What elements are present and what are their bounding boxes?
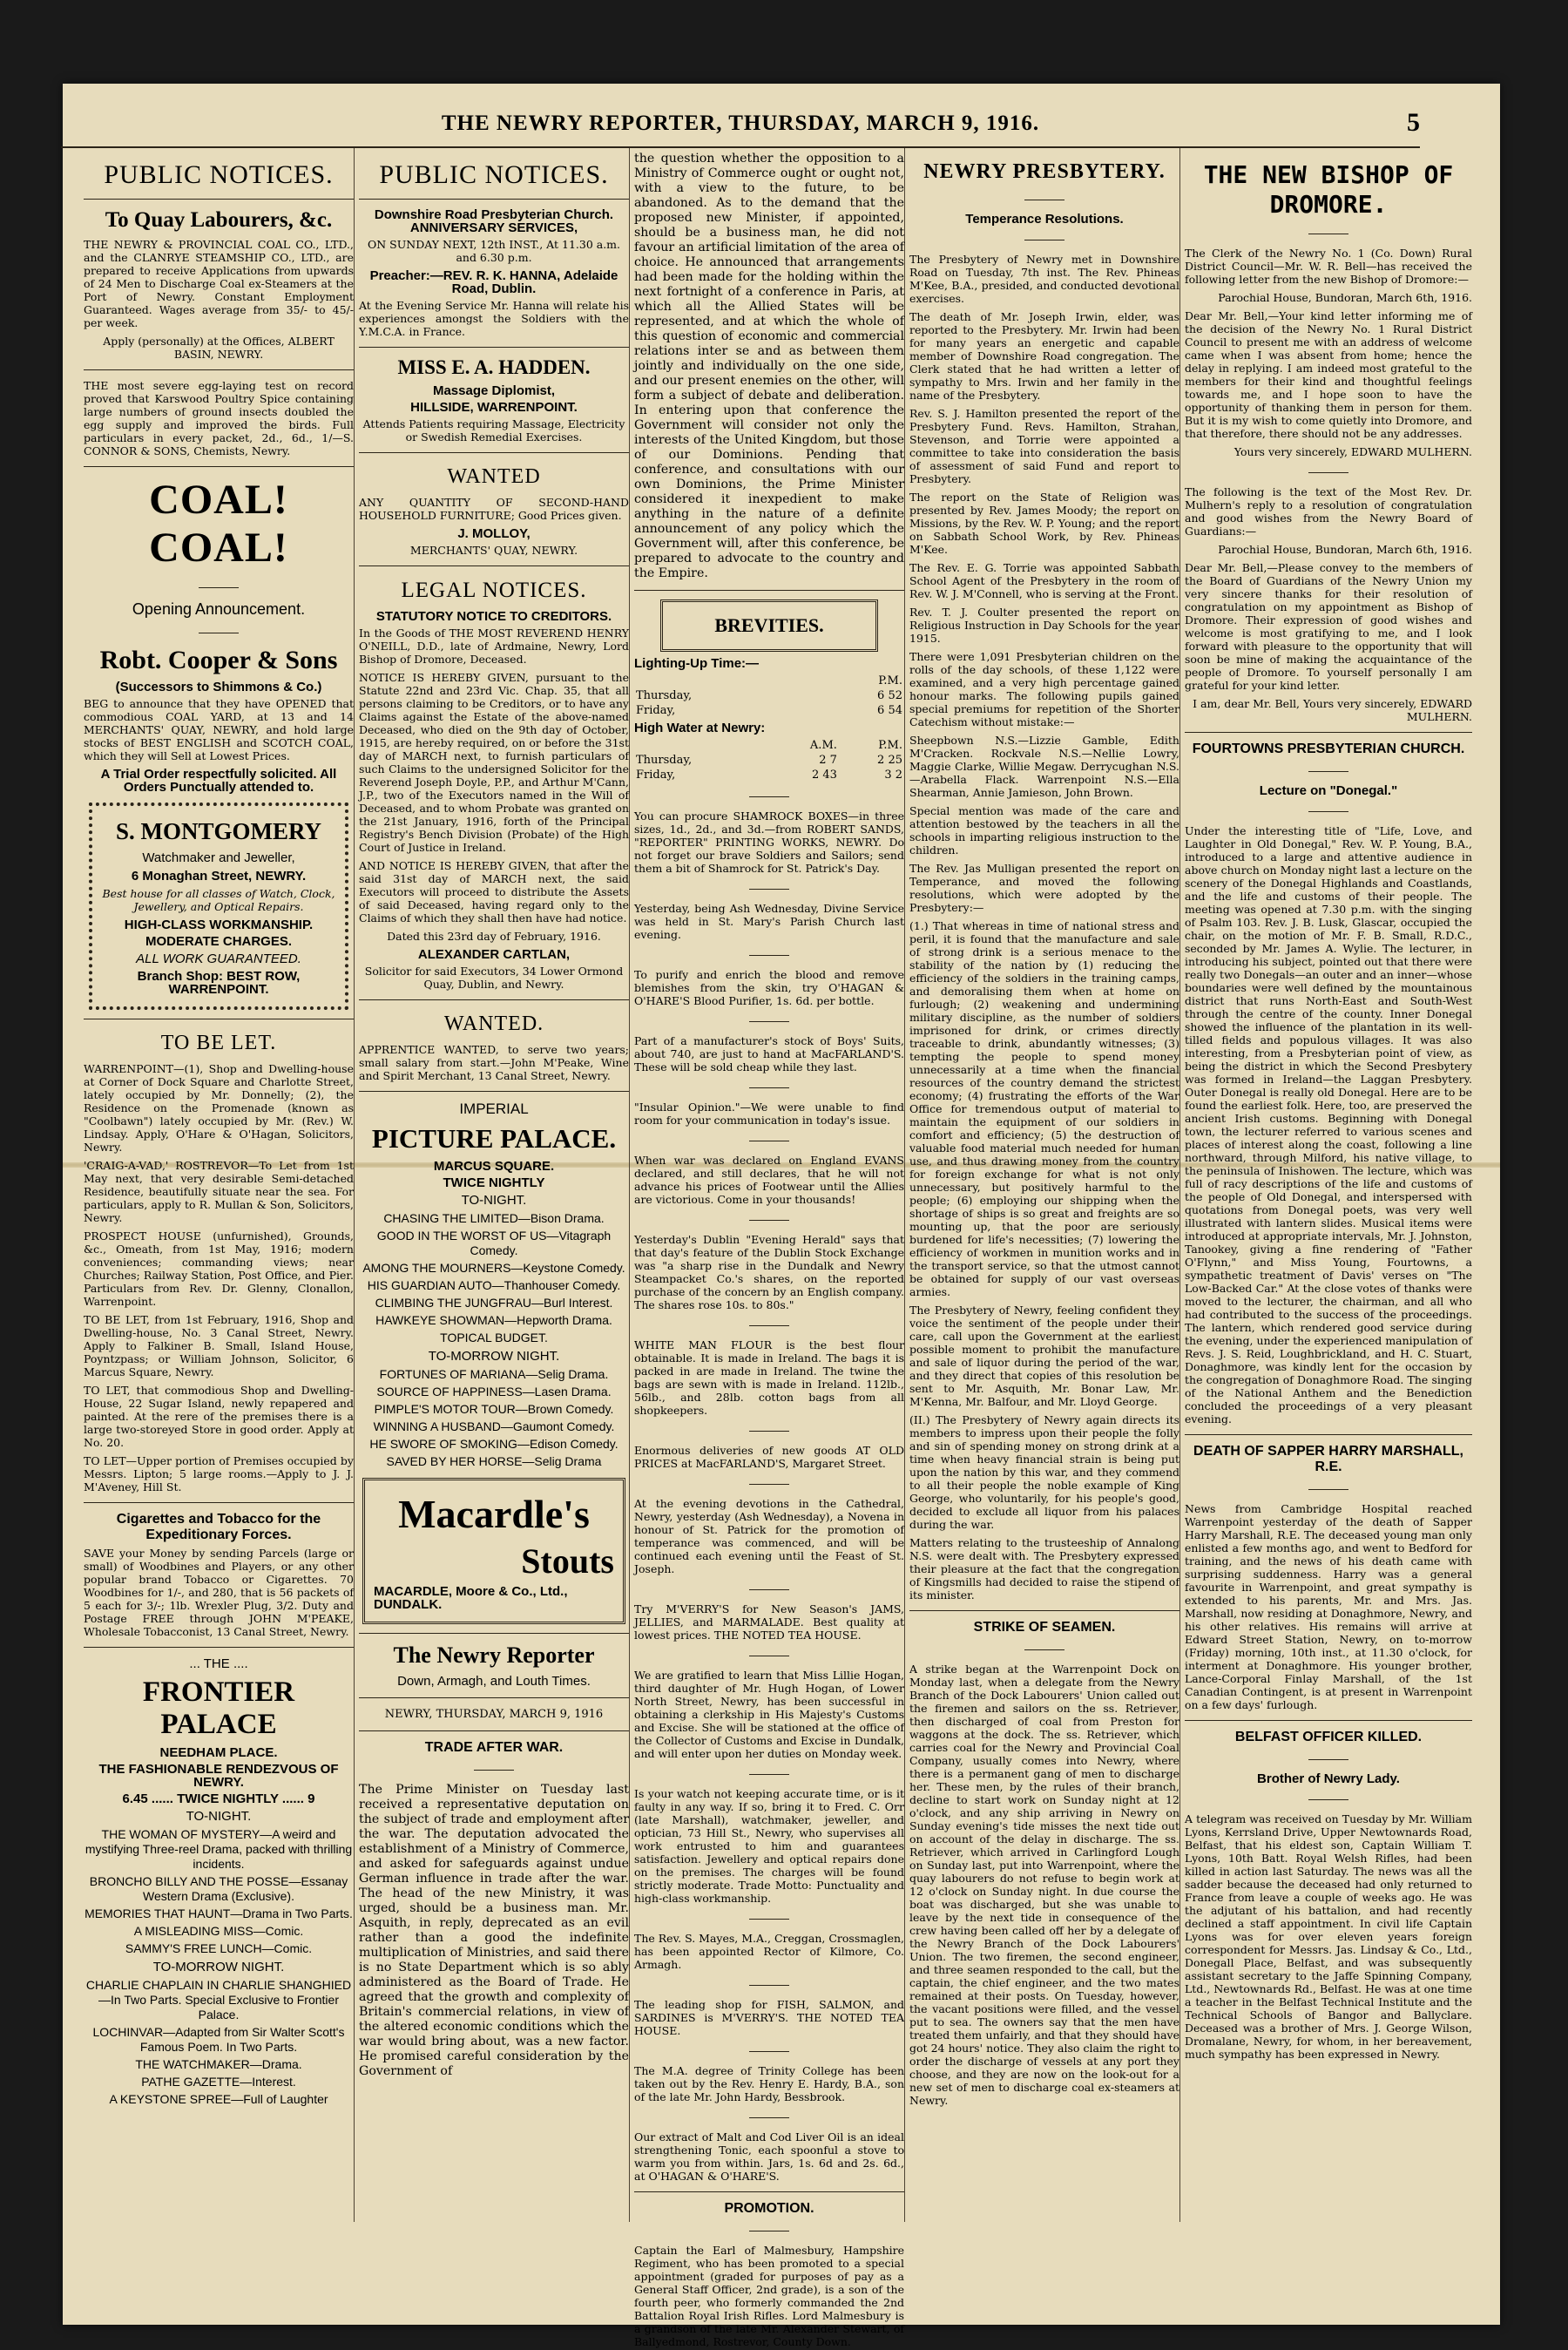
brevity-item: Part of a manufacturer's stock of Boys' Suits, about 740, are just to hand at MacFARLAND'S. These will be sold cheap while they last.	[634, 1034, 904, 1073]
brevity-item: WHITE MAN FLOUR is the best flour obtainable. It is made in Ireland. The bags it is packed in are made in Ireland. The twine the bags are sewn with is made in Ireland. 112lb., 56lb., and 28lb. cotton bags from all shopkeepers.	[634, 1338, 904, 1417]
article-heading: TRADE AFTER WAR.	[424, 1740, 564, 1755]
tide-table	[634, 738, 904, 782]
article-body: Rev. T. J. Coulter presented the report on Religious Instruction in Day Schools for the year 1915.	[909, 606, 1179, 645]
ad-heading: Stouts	[521, 1541, 614, 1581]
divider	[84, 369, 354, 370]
notice-body: AND NOTICE IS HEREBY GIVEN, that after the said 31st day of MARCH next, the said Executors will proceed to distribute the Assets of said Deceased, having regard only to the Claims of which they shall then have had notice.	[359, 859, 629, 924]
article-body: Rev. S. J. Hamilton presented the report of the Presbytery Fund. Revs. Hamilton, Strahan, Stevenson, and Torrie were appointed a committee to take into consideration the basis of assessment of said Fund and report to Presbytery.	[909, 407, 1179, 485]
divider	[1185, 225, 1472, 241]
programme-item: FORTUNES OF MARIANA—Selig Drama.	[379, 1367, 609, 1381]
divider	[84, 579, 354, 595]
ad-subheading: NEEDHAM PLACE.	[159, 1745, 278, 1760]
divider	[634, 2191, 904, 2192]
ad-body: Apply (personally) at the Offices, ALBERT BASIN, NEWRY.	[103, 335, 335, 361]
divider	[909, 191, 1179, 207]
divider	[634, 1317, 904, 1333]
brevity-item: At the evening devotions in the Cathedral, Newry, yesterday (Ash Wednesday), a Novena in honour of St. Patrick for the promotion of temperance was commenced, and will be continued each evening until the Feast of St. Joseph.	[634, 1497, 904, 1575]
article-heading: THE NEW BISHOP OF DROMORE.	[1203, 160, 1454, 219]
article-body: (1.) That whereas in time of national stress and peril, it is found that the manufacture and sale of strong drink is a serious menace to the stability of the nation by (1) reducing the efficiency of the soldiers in the training camps, and demoralising them when at home on furlough; (2) weakening and undermining military discipline, as the number of soldiers imprisoned for drink, or crimes directly traceable to drink, abundantly witnesses; (3) tempting the people to spend money unnecessarily at a time when the financial resources of the country demand the strictest economy; (4) frustrating the efforts of the War Office for tremendous output of material to maintain the equipment of our soldiers in comfort and efficiency; (5) the destruction of valuable food material much needed for human use, and thus drawing money from the country for foreign exchange for what is not only unnecessary, but positively harmful to the people; (6) employing our shipping when the shortage of ships is so great and freights are so mounting up, that the poor are seriously burdened for life's necessities; (7) lowering the efficiency of workmen in munition works and in the transport service, so that the utmost cannot be obtained for supply of our vast overseas armies.	[909, 919, 1179, 1298]
divider	[634, 1079, 904, 1095]
brevity-item: "Insular Opinion."—We were unable to find room for your communication in today's issue.	[634, 1101, 904, 1127]
programme-item: SAMMY'S FREE LUNCH—Comic.	[125, 1941, 313, 1955]
divider	[634, 1132, 904, 1148]
divider	[634, 2222, 904, 2238]
divider	[1185, 1720, 1472, 1721]
ad-subheading: Massage Diplomist,	[432, 383, 556, 398]
notice-body: At the Evening Service Mr. Hanna will relate his experiences amongst the Soldiers with the Y.M.C.A. in France.	[359, 299, 629, 338]
macardle-ad	[362, 1478, 625, 1624]
notice-body: In the Goods of THE MOST REVEREND HENRY O'NEILL, D.D., late of Ardmaine, Newry, Lord Bishop of Dromore, Deceased.	[359, 626, 629, 666]
article-body: Matters relating to the trusteeship of Annalong N.S. were dealt with. The Presbytery expressed their pleasure at the fact that the congregation of Kingsmills had decided to raise the stipend of its minister.	[909, 1536, 1179, 1602]
programme-label: TO-MORROW NIGHT.	[428, 1349, 560, 1364]
dateline: NEWRY, THURSDAY, MARCH 9, 1916	[384, 1708, 604, 1721]
column-2	[359, 148, 629, 2222]
ad-body: HIGH-CLASS WORKMANSHIP.	[124, 918, 314, 932]
column-1	[84, 148, 354, 2222]
divider	[1185, 732, 1472, 733]
programme-item: HE SWORE OF SMOKING—Edison Comedy.	[369, 1437, 618, 1451]
ad-body: J. MOLLOY,	[457, 526, 531, 541]
programme-item: GOOD IN THE WORST OF US—Vitagraph Comedy.	[376, 1229, 612, 1257]
ad-body: BEG to announce that they have OPENED that commodious COAL YARD, at 13 and 14 MERCHANTS' QUAY, NEWRY, and hold large stocks of BEST ENGLISH and SCOTCH COAL, which they will Sell at Lowest Prices.	[84, 697, 354, 762]
article-body: The Presbytery of Newry met in Downshire Road on Tuesday, 7th inst. The Rev. Phineas M'Kee, B.A., presided, and conducted devotional exercises.	[909, 253, 1179, 305]
table-cell: 2 25	[877, 754, 902, 767]
article-heading: FOURTOWNS PRESBYTERIAN CHURCH.	[1192, 742, 1465, 756]
ad-subheading: 6.45 ...... TWICE NIGHTLY ...... 9	[122, 1791, 315, 1806]
divider	[84, 1502, 354, 1503]
ad-subheading: ... THE ....	[189, 1656, 248, 1671]
ad-heading: COAL! COAL!	[149, 477, 288, 571]
brevity-item: Enormous deliveries of new goods AT OLD PRICES at MacFARLAND'S, Margaret Street.	[634, 1444, 904, 1470]
divider	[359, 1730, 629, 1731]
article-heading: NEWRY PRESBYTERY.	[923, 160, 1166, 183]
divider	[1185, 1480, 1472, 1497]
montgomery-ad	[89, 803, 348, 1010]
ad-heading: WANTED	[447, 465, 541, 488]
brevity-item: To purify and enrich the blood and remove blemishes from the skin, try O'HAGAN & O'HARE'S Blood Purifier, 1s. 6d. per bottle.	[634, 968, 904, 1007]
programme-item: THE WATCHMAKER—Drama.	[135, 2057, 302, 2071]
article-body: (II.) The Presbytery of Newry again directs its members to impress upon their people the folly and sin of spending money on strong drink at a time when heavy financial strain is being put upon the nation by this war, and they commend to all their people the noble example of King George, who voluntarily, for his people's good, decided to exclude all liquor from his palaces during the war.	[909, 1413, 1179, 1531]
ad-body: Best house for all classes of Watch, Clock, Jewellery, and Optical Repairs.	[102, 887, 335, 913]
table-cell: Friday,	[636, 704, 676, 717]
ad-subheading: 6 Monaghan Street, NEWRY.	[131, 869, 307, 884]
ad-subheading: MACARDLE, Moore & Co., Ltd., DUNDALK.	[374, 1584, 568, 1612]
letter-signature: Yours very sincerely, EDWARD MULHERN.	[1233, 445, 1472, 458]
programme-item: WINNING A HUSBAND—Gaumont Comedy.	[373, 1419, 615, 1433]
ad-heading: PICTURE PALACE.	[371, 1123, 617, 1154]
article-subheading: Temperance Resolutions.	[965, 212, 1124, 227]
ad-body: THE most severe egg-laying test on record proved that Karswood Poultry Spice containing large numbers of ground insects doubled the egg supply and improved the birds. Full particulars in every packet, 2d., 6d., 1/—S. CONNOR & SONS, Chemists, Newry.	[84, 379, 354, 457]
table-cell: Thursday,	[636, 689, 693, 702]
programme-item: A KEYSTONE SPREE—Full of Laughter	[109, 2092, 328, 2106]
programme-item: HAWKEYE SHOWMAN—Hepworth Drama.	[375, 1313, 612, 1327]
letter-signature: I am, dear Mr. Bell, Yours very sincerely, EDWARD MULHERN.	[1193, 697, 1472, 723]
notice-body: Solicitor for said Executors, 34 Lower Ormond Quay, Dublin, and Newry.	[364, 965, 624, 991]
letter-address: Parochial House, Bundoran, March 6th, 1916.	[1218, 543, 1472, 556]
column-4	[909, 148, 1179, 2222]
table-cell: 2 7	[819, 754, 837, 767]
ad-heading: Robt. Cooper & Sons	[99, 646, 338, 674]
notice-body: Dated this 23rd day of February, 1916.	[387, 930, 601, 943]
article-heading: PROMOTION.	[724, 2201, 814, 2216]
classified: TO LET, that commodious Shop and Dwelling-House, 22 Sugar Island, newly repapered and painted. At the rere of the premises there is a large two-storeyed Store in good order. Apply at No. 20.	[84, 1384, 354, 1449]
lighting-table	[634, 674, 904, 718]
ad-body: ANY QUANTITY OF SECOND-HAND HOUSEHOLD FURNITURE; Good Prices given.	[359, 496, 629, 522]
programme-item: A MISLEADING MISS—Comic.	[133, 1924, 304, 1938]
programme-label: TO-NIGHT.	[461, 1193, 527, 1208]
divider	[634, 1647, 904, 1663]
table-cell: A.M.	[809, 739, 837, 752]
programme-item: CHARLIE CHAPLAIN IN CHARLIE SHANGHIED—In Two Parts. Special Exclusive to Frontier Palace.	[85, 1978, 352, 2022]
ad-heading: S. MONTGOMERY	[115, 818, 322, 844]
divider	[359, 1091, 629, 1092]
brevity-item: Try M'VERRY'S for New Season's JAMS, JELLIES, and MARMALADE. Best quality at lowest prices. THE NOTED TEA HOUSE.	[634, 1602, 904, 1642]
notice-heading: STATUTORY NOTICE TO CREDITORS.	[375, 609, 612, 624]
divider	[84, 466, 354, 467]
classified: PROSPECT HOUSE (unfurnished), Grounds, &c., Omeath, from 1st May, 1916; modern conveniences; commanding views; near Churches; Railway Station, Post Office, and Pier. Particulars from Rev. Dr. Glenny, Clonallon, Warrenpoint.	[84, 1229, 354, 1308]
divider	[634, 590, 904, 591]
programme-item: PATHE GAZETTE—Interest.	[141, 2075, 296, 2089]
notice-body: NOTICE IS HEREBY GIVEN, pursuant to the Statute 22nd and 23rd Vic. Chap. 35, that all persons claiming to be Creditors, or to have any Claims against the Estate of the above-named Deceased, who died on the 9th day of October, 1915, are hereby required, on or before the 31st day of MARCH next, to furnish particulars of such Claims to the undersigned Solicitor for the Reverend Joseph Doyle, P.P., and Arthur M'Cann, J.P., two of the Executors named in the Will of Deceased, and to whom Probate was granted on the 21st January, 1916, forth of the Principal Registry's Bench Division (Probate) of the High Court of Justice in Ireland.	[359, 671, 629, 854]
ad-heading: To Quay Labourers, &c.	[105, 208, 333, 232]
article-body: The report on the State of Religion was presented by Rev. James Moody; the report on Missions, by the Rev. W. P. Young; and the report on Sabbath School Work, by Rev. Phineas M'Kee.	[909, 491, 1179, 556]
article-body: The Prime Minister on Tuesday last received a representative deputation on the subject of trade and employment after the war. The deputation advocated the establishment of a Ministry of Commerce, and asked for safeguards against undue German influence in trade after the war. The head of the new Ministry, it was urged, should be a business man. Mr. Asquith, in reply, deprecated as an evil rather than a good the indefinite multiplication of Ministries, and said there is no State Department which is so ably administered as the Board of Trade. He agreed that the growth and complexity of Britain's commercial relations, in view of the altered economic conditions which the war would bring about, was a new factor. He promised careful consideration by the Government of	[359, 1783, 629, 2078]
divider	[909, 1610, 1179, 1611]
article-body: A telegram was received on Tuesday by Mr. William Lyons, Kerrsland Drive, Upper Newtownards Road, Belfast, that his eldest son, Captain William T. Lyons, 10th Batt. Royal Welsh Rifles, had been killed in action last Saturday. The news was all the sadder because the deceased had only returned to France from leave a couple of weeks ago. He was the adjutant of his battalion, and had recently declined a staff appointment. In civil life Captain Lyons was for over eleven years foreign correspondent for Messrs. Jas. Lindsay & Co., Ltd., Donegall Place, Belfast, and was subsequently assistant secretary to the Jaffe Spinning Company, Ltd., Newtownards Rd., Belfast. He was at one time a teacher in the Belfast Technical Institute and the Technical Schools of Bangor and Ballyclare. Deceased was a brother of Mrs. J. George Wilson, Dromalane, Newry, for whom, in her bereavement, much sympathy has been expressed in Newry.	[1185, 1812, 1472, 2061]
classified: TO BE LET, from 1st February, 1916, Shop and Dwelling-house, No. 3 Canal Street, Newry. Apply to Falkiner B. Small, Island House, Poyntzpass; or William Johnson, Solicitor, 6 Marcus Square, Newry.	[84, 1313, 354, 1378]
ad-body: APPRENTICE WANTED, to serve two years; small salary from start.—John M'Peake, Wine and Spirit Merchant, 13 Canal Street, Newry.	[359, 1043, 629, 1082]
column-5	[1185, 148, 1472, 2222]
divider	[359, 452, 629, 453]
notice-body: ON SUNDAY NEXT, 12th INST., At 11.30 a.m. and 6.30 p.m.	[368, 238, 620, 264]
divider	[1185, 762, 1472, 779]
programme-label: TO-NIGHT.	[186, 1809, 252, 1824]
column-rule	[1179, 148, 1180, 2222]
article-subheading: Lecture on "Donegal."	[1259, 783, 1398, 798]
divider	[634, 946, 904, 963]
ad-subheading: IMPERIAL	[459, 1101, 529, 1117]
divider	[909, 231, 1179, 247]
table-row	[634, 674, 904, 688]
divider	[359, 1761, 629, 1778]
column-rule	[629, 148, 630, 2222]
notice-body: Preacher:—REV. R. K. HANNA, Adelaide Road, Dublin.	[369, 268, 618, 296]
table-heading: High Water at Newry:	[634, 721, 766, 735]
ad-heading: FRONTIER PALACE	[142, 1676, 295, 1740]
divider	[634, 1910, 904, 1927]
brevity-item: The Rev. S. Mayes, M.A., Creggan, Crossmaglen, has been appointed Rector of Kilmore, Co. Armagh.	[634, 1932, 904, 1971]
programme-item: PIMPLE'S MOTOR TOUR—Brown Comedy.	[374, 1402, 614, 1416]
ad-body: ALL WORK GUARANTEED.	[136, 952, 301, 966]
table-row	[634, 703, 904, 718]
brevity-item: Yesterday, being Ash Wednesday, Divine Service was held in St. Mary's Parish Church last evening.	[634, 902, 904, 941]
divider	[1185, 1791, 1472, 1807]
table-heading: Lighting-Up Time:—	[634, 656, 760, 671]
divider	[359, 1633, 629, 1634]
article-subheading: Brother of Newry Lady.	[1257, 1771, 1400, 1786]
programme-item: CLIMBING THE JUNGFRAU—Burl Interest.	[375, 1296, 613, 1310]
divider	[359, 565, 629, 566]
brevity-item: The M.A. degree of Trinity College has been taken out by the Rev. Henry E. Hardy, B.A., son of the late Mr. John Hardy, Bessbrook.	[634, 2064, 904, 2103]
article-body: the question whether the opposition to a Ministry of Commerce ought or ought not, with a view to the future, to be abandoned. As to the demand that the proposed new Minister, if appointed, should be a business man, he did not favour an artificial limitation of the area of choice. He announced that arrangements had been made for the holding within the next fortnight of a conference in Paris, at which all the Allied States will be represented, and at which the whole of this question of economic and commercial relations inter se and as between them jointly and individually on the one side, and our present enemies on the other, will form a subject of debate and deliberation. In entering upon that conference the Government will consider not only the interests of the United Kingdom, but those of our Dominions. Pending that conference, and consultations with our own Dominions, the Prime Minister considered it inexpedient to make anything in the nature of a definite announcement of any policy which the Government will, after this conference, be prepared to advocate to the country and the Empire.	[634, 152, 904, 580]
table-row	[634, 738, 904, 753]
paper-subtitle: Down, Armagh, and Louth Times.	[397, 1674, 591, 1689]
ad-body: MODERATE CHARGES.	[145, 934, 293, 949]
brevity-item: You can procure SHAMROCK BOXES—in three sizes, 1d., 2d., and 3d.—from ROBERT SANDS, "REPORTER" PRINTING WORKS, NEWRY. Do not forget our brave Soldiers and Sailors; send them a bit of Shamrock for St. Patrick's Day.	[634, 809, 904, 875]
ad-heading: Cigarettes and Tobacco for the Expeditionary Forces.	[116, 1512, 321, 1542]
article-body: The Rev. E. G. Torrie was appointed Sabbath School Agent of the Presbytery in the room of Rev. W. J. M'Connell, who is serving at the Front.	[909, 561, 1179, 600]
ad-body: SAVE your Money by sending Parcels (large or small) of Woodbines and Players, or any other popular brand Tobacco or Cigarettes. 70 Woodbines for 1/-, and 280, that is 56 packets of 5 each for 3/-; 1lb. Wrexler Plug, 3/2. Duty and Postage FREE through JOHN M'PEAKE, Wholesale Tobacconist, 13 Canal Street, Newry.	[84, 1547, 354, 1638]
programme-item: HIS GUARDIAN AUTO—Thanhouser Comedy.	[367, 1278, 621, 1292]
divider	[359, 347, 629, 348]
divider	[634, 880, 904, 897]
ad-body: THE NEWRY & PROVINCIAL COAL CO., LTD., and the CLANRYE STEAMSHIP CO., LTD., are prepared to receive Applications from upwards of 24 Men to Discharge Coal ex-Steamers at the Port of Newry. Constant Employment Guaranteed. Wages average from 35/- to 45/- per week.	[84, 238, 354, 329]
table-cell: P.M.	[878, 739, 902, 752]
ad-heading: Macardle's	[398, 1492, 590, 1536]
divider	[359, 199, 629, 200]
classified: 'CRAIG-A-VAD,' ROSTREVOR—To Let from 1st May next, that very desirable Semi-detached Residence, beautifully situate near the sea. For particulars, apply to R. Mullan & Son, Solicitors, Newry.	[84, 1159, 354, 1224]
divider	[1185, 803, 1472, 819]
brevity-item: Yesterday's Dublin "Evening Herald" says that that day's feature of the Dublin Stock Exchange was "a sharp rise in the Dundalk and Newry Steampacket Co.'s shares, on the reported purchase of the concern by an English company. The shares rose 10s. to 80s."	[634, 1233, 904, 1311]
brevities-box	[660, 599, 878, 652]
article-body: Special mention was made of the care and attention bestowed by the teachers in all the schools in imparting religious instruction to the children.	[909, 804, 1179, 857]
divider	[634, 1012, 904, 1029]
brevity-item: When war was declared on England EVANS declared, and still declares, that he will not advance his prices of Footwear until the Allies are victorious. Come in your thousands!	[634, 1154, 904, 1206]
masthead-title: THE NEWRY REPORTER, THURSDAY, MARCH 9, 1916.	[441, 112, 1040, 135]
programme-item: AMONG THE MOURNERS—Keystone Comedy.	[362, 1261, 625, 1275]
divider	[634, 1475, 904, 1492]
divider	[84, 624, 354, 640]
table-cell: 3 2	[884, 769, 902, 782]
masthead	[61, 103, 1420, 148]
column-rule	[904, 148, 905, 2222]
brevity-item: The leading shop for FISH, SALMON, and SARDINES is M'VERRY'S. THE NOTED TEA HOUSE.	[634, 1998, 904, 2037]
article-body: The Rev. Jas Mulligan presented the report on Temperance, and moved the following resolutions, which were adopted by the Presbytery:—	[909, 862, 1179, 914]
table-cell: 6 54	[877, 704, 902, 717]
divider	[1185, 1434, 1472, 1435]
article-body: The Presbytery of Newry, feeling confident they voice the sentiment of the people under their care, call upon the Government at the earliest possible moment to prohibit the manufacture and sale of liquor during the period of the war, and they direct that copies of this resolution be sent to Mr. Asquith, Mr. Bonar Law, Mr. M'Kenna, Mr. Balfour, and Mr. Lloyd George.	[909, 1304, 1179, 1408]
classified: WARRENPOINT—(1), Shop and Dwelling-house at Corner of Dock Square and Charlotte Street, lately occupied by Mr. Donnelly; (2), the Residence on the Promenade (known as "Coolbawn") lately occupied by Mr. (Rev.) W. Lindsay. Apply, O'Hare & O'Hagan, Solicitors, Newry.	[84, 1062, 354, 1154]
ad-body: Attends Patients requiring Massage, Electricity or Swedish Remedial Exercises.	[362, 417, 625, 444]
ad-body: A Trial Order respectfully solicited. All Orders Punctually attended to.	[100, 767, 337, 795]
divider	[84, 1647, 354, 1648]
programme-item: BRONCHO BILLY AND THE POSSE—Essanay Western Drama (Exclusive).	[89, 1874, 348, 1903]
ad-heading: MISS E. A. HADDEN.	[397, 356, 591, 378]
ad-subheading: MARCUS SQUARE.	[433, 1159, 555, 1174]
ad-subheading: Opening Announcement.	[132, 600, 306, 618]
paper-title: The Newry Reporter	[393, 1642, 595, 1668]
section-heading: PUBLIC NOTICES.	[104, 160, 334, 189]
ad-subheading: (Successors to Shimmons & Co.)	[115, 680, 322, 694]
column-rule	[354, 148, 355, 2222]
table-cell: Thursday,	[636, 754, 693, 767]
article-body: A strike began at the Warrenpoint Dock on Monday last, when a delegate from the Newry Branch of the Dock Labourers' Union called out the firemen and sailors on the ss. Retriever, then discharged of coal from Preston for waggons at the dock. The ss. Retriever, which carries coal for the Newry and Provincial Coal Company, usually comes into Newry, where there is a permanent gang of men to discharge her. These men, by the rules of their branch, decline to start work on Sunday night at 12 o'clock, and any ship arriving in Newry on Sunday evening's tide misses the next tide out on account of the delay in discharge. The ss. Retriever, which arrived in Carlingford Lough on Sunday last, put into Warrenpoint, where the quay labourers do not refuse to begin work at 12 o'clock on Sunday night. In due course the boat was discharged, but she was unable to leave by the next tide in consequence of the crew having been called off her by a delegate of the Newry Branch of the Dock Labourers' Union. The two firemen, the second engineer, and three seamen responded to the call, but the captain, the chief engineer, and the two mates remained at their posts. On Tuesday, however, the vacant positions were filled, and the vessel put to sea. The owners say that the men have treated them unfairly, and that they should have got 24 hours' notice. They also claim the right to order the discharge of vessels at any port they choose, and they are now on the look-out for a new set of men to discharge coal ex-steamers at Newry.	[909, 1663, 1179, 2107]
programme-label: TO-MORROW NIGHT.	[152, 1960, 285, 1974]
ad-subheading: HILLSIDE, WARRENPOINT.	[410, 400, 578, 415]
programme-item: THE WOMAN OF MYSTERY—A weird and mystifying Three-reel Drama, packed with thrilling incidents.	[84, 1827, 353, 1871]
article-body: The following is the text of the Most Rev. Dr. Mulhern's reply to a resolution of congratulation and good wishes from the Newry Board of Guardians:—	[1185, 485, 1472, 538]
notice-heading: Downshire Road Presbyterian Church. ANNIVERSARY SERVICES,	[374, 207, 614, 235]
programme-item: TOPICAL BUDGET.	[440, 1331, 548, 1344]
section-heading: PUBLIC NOTICES.	[379, 160, 609, 189]
article-body: Dear Mr. Bell,—Please convey to the members of the Board of Guardians of the Newry Union my very sincere thanks for their resolution of congratulation on my appointment as Bishop of Dromore. Their expression of good wishes and welcome is most gratifying to me, and I look forward with pleasure to the opportunity that will soon be mine of making the acquaintance of the people of Dromore. To yourself personally I am grateful for your kind letter.	[1185, 561, 1472, 692]
article-body: Captain the Earl of Malmesbury, Hampshire Regiment, who has been promoted to a special appointment (graded for purposes of pay as a General Staff Officer, 2nd grade), is a son of the fourth peer, who formerly commanded the 2nd Battalion Royal Irish Rifles. Lord Malmesbury is a grandson of the late Mr. Alexander Stewart, of Ballyedmond, Rostrevor, County Down.	[634, 2244, 904, 2348]
divider	[634, 1211, 904, 1228]
article-body: Under the interesting title of "Life, Love, and Laughter in Old Donegal," Rev. W. P. Young, B.A., introduced to a large and attentive audience in above church on Monday night last a lecture on the scenery of the Donegal Highlands and Coastlands, and the life and customs of their people. The meeting was opened at 7.30 p.m. with the singing of Psalm 103. Rev. J. B. Lusk, Glascar, occupied the chair, on the motion of Mr. F. B. Small, R.D.C., seconded by Mr. James A. Wylie. The lecturer, in introducing his subject, pointed out that there were really two Donegals—an outer and an inner—whose boundaries were well defined by the mountainous district that runs North-East and South-West through the centre of the county. Inner Donegal showed the influence of the plantation in its well-tilled fields and populous villages. It was also interesting, from a Presbyterian point of view, as being the district in which the Second Presbytery was formed in Ireland—the Laggan Presbytery. Outer Donegal is really old Donegal. Here are to be found the earliest folk. Here, too, are preserved the ancient Irish customs. Beginning with Donegal town, the lecturer referred to various scenes and places of interest along the coast, following a line northward, through Milford, his native village, to the peninsula of Inishowen. The lecture, which was full of racy descriptions of the life and customs of the people of Old Donegal, and interspersed with quotations from Donegal poets, was very well illustrated with lantern slides. Musical items were introduced at appropriate intervals, Mr. J. Johnston, Tanookey, giving a fine rendering of "Father O'Flynn," and Miss Young, Fourtowns, a sympathetic treatment of Davis' verses on "The Low-Backed Car." At the close votes of thanks were moved to the lecturer, the chairman, and all who had contributed to the success of the proceedings. The lantern, which rendered good service during the evening, under the experienced manipulation of Revs. J. S. Reid, Loughbrickland, and H. C. Stuart, Donaghmore, was kindly lent for the occasion by the congregation of Donaghmore Road. The singing of the National Anthem and the Benediction concluded the proceedings of a very pleasant evening.	[1185, 824, 1472, 1426]
programme-item: LOCHINVAR—Adapted from Sir Walter Scott's Famous Poem. In Two Parts.	[92, 2025, 345, 2054]
table-row	[634, 768, 904, 782]
programme-item: CHASING THE LIMITED—Bison Drama.	[383, 1211, 605, 1225]
divider	[634, 1976, 904, 1993]
table-row	[634, 688, 904, 703]
ad-body: Branch Shop: BEST ROW, WARRENPOINT.	[137, 969, 301, 997]
divider	[634, 1765, 904, 1782]
brevity-item: Is your watch not keeping accurate time, or is it faulty in any way. If so, bring it to Fred. C. Orr (late Marshall), watchmaker, jeweller, and optician, 73 Hill St., Newry, who supervises all work entrusted to him and guarantees satisfaction. Jewellery and optical repairs done on the premises. The charges will be found strictly moderate. Trade Motto: Punctuality and high-class workmanship.	[634, 1787, 904, 1905]
section-heading: WANTED.	[443, 1012, 544, 1035]
programme-item: MEMORIES THAT HAUNT—Drama in Two Parts.	[84, 1906, 353, 1920]
article-heading: DEATH OF SAPPER HARRY MARSHALL, R.E.	[1193, 1444, 1463, 1474]
section-heading: TO BE LET.	[160, 1032, 277, 1054]
programme-item: SOURCE OF HAPPINESS—Lasen Drama.	[376, 1385, 612, 1398]
brevity-item: Our extract of Malt and Cod Liver Oil is an ideal strengthening Tonic, each spoonful a stove to warm you from within. Jars, 1s. 6d and 2s. 6d., at O'HAGAN & O'HARE'S.	[634, 2130, 904, 2183]
article-body: News from Cambridge Hospital reached Warrenpoint yesterday of the death of Sapper Harry Marshall, R.E. The deceased young man only enlisted a few months ago, and went to Bedford for training, and the news of his death came with surprising suddenness. Harry was a general favourite in Warrenpoint, and great sympathy is extended to his parents, Mr. and Mrs. Jas. Marshall, now residing at Donaghmore, Newry, and his other relatives. His remains will arrive at Edward Street Station, Newry, on to-morrow (Friday) morning, 10th inst., at 11.30 o'clock, for interment at Donaghmore. His younger brother, Lance-Corporal Finlay Marshall, of the 1st Canadian Contingent, is at present in Warrenpoint on a few days' furlough.	[1185, 1502, 1472, 1711]
classified: TO LET—Upper portion of Premises occupied by Messrs. Lipton; 5 large rooms.—Apply to J. J. M'Aveney, Hill St.	[84, 1454, 354, 1493]
table-cell: 6 52	[877, 689, 902, 702]
section-heading: BREVITIES.	[714, 614, 824, 636]
divider	[1185, 464, 1472, 480]
ad-body: MERCHANTS' QUAY, NEWRY.	[409, 544, 578, 557]
programme-item: SAVED BY HER HORSE—Selig Drama	[386, 1454, 602, 1468]
table-cell: Friday,	[636, 769, 676, 782]
divider	[359, 1697, 629, 1698]
divider	[634, 1581, 904, 1597]
column-3	[634, 148, 904, 2348]
divider	[634, 788, 904, 804]
notice-signature: ALEXANDER CARTLAN,	[417, 947, 571, 962]
divider	[359, 999, 629, 1000]
divider	[634, 1422, 904, 1439]
divider	[909, 1641, 1179, 1657]
divider	[84, 199, 354, 200]
article-body: Sheepbown N.S.—Lizzie Gamble, Edith M'Cracken. Rockvale N.S.—Nellie Lowry, Maggie Clarke, Willie Megaw. Derrycughan N.S.—Arabella Flack. Warrenpoint N.S.—Ella Shearman, Annie Jamieson, John Brown.	[909, 734, 1179, 799]
divider	[1185, 1751, 1472, 1767]
article-body: The Clerk of the Newry No. 1 (Co. Down) Rural District Council—Mr. W. R. Bell—has received the following letter from the new Bishop of Dromore:—	[1185, 247, 1472, 286]
brevity-item: We are gratified to learn that Miss Lillie Hogan, third daughter of Mr. Hugh Hogan, of Lower North Street, Newry, has been successful in obtaining a clerkship in His Majesty's Customs and Excise. She will be stationed at the office of the Collector of Customs and Excise in Dundalk, and will enter upon her duties on Monday week.	[634, 1669, 904, 1760]
section-heading: LEGAL NOTICES.	[401, 579, 587, 602]
ad-subheading: Watchmaker and Jeweller,	[142, 850, 295, 865]
page-number: 5	[1407, 108, 1420, 137]
ad-subheading: THE FASHIONABLE RENDEZVOUS OF NEWRY.	[98, 1762, 339, 1790]
divider	[634, 2109, 904, 2125]
table-cell: 2 43	[811, 769, 837, 782]
divider	[634, 2042, 904, 2059]
article-heading: BELFAST OFFICER KILLED.	[1234, 1730, 1423, 1744]
table-cell: P.M.	[878, 674, 902, 687]
article-body: The death of Mr. Joseph Irwin, elder, was reported to the Presbytery. Mr. Irwin had been for many years an energetic and capable member of Downshire Road congregation. The Clerk stated that he had written a letter of sympathy to Mrs. Irwin and her family in the name of the Presbytery.	[909, 310, 1179, 402]
article-body: Dear Mr. Bell,—Your kind letter informing me of the decision of the Newry No. 1 Rural District Council to present me with an address of welcome came when I was absent from home; hence the delay in replying. I am indeed most grateful to the members for their kind and thoughtful feelings towards me, and I hope soon to have the opportunity of thanking them in person for them. But it is my wish to come quietly into Dromore, and that therefore, there should not be any addresses.	[1185, 309, 1472, 440]
article-body: There were 1,091 Presbyterian children on the rolls of the day schools, of these 1,122 were examined, and a very high percentage gained honour marks. The following pupils gained special premiums for repetition of the Shorter Catechism without mistake:—	[909, 650, 1179, 728]
article-heading: STRIKE OF SEAMEN.	[973, 1620, 1116, 1635]
ad-subheading: TWICE NIGHTLY	[443, 1175, 545, 1190]
table-row	[634, 753, 904, 768]
letter-address: Parochial House, Bundoran, March 6th, 1916.	[1218, 291, 1472, 304]
